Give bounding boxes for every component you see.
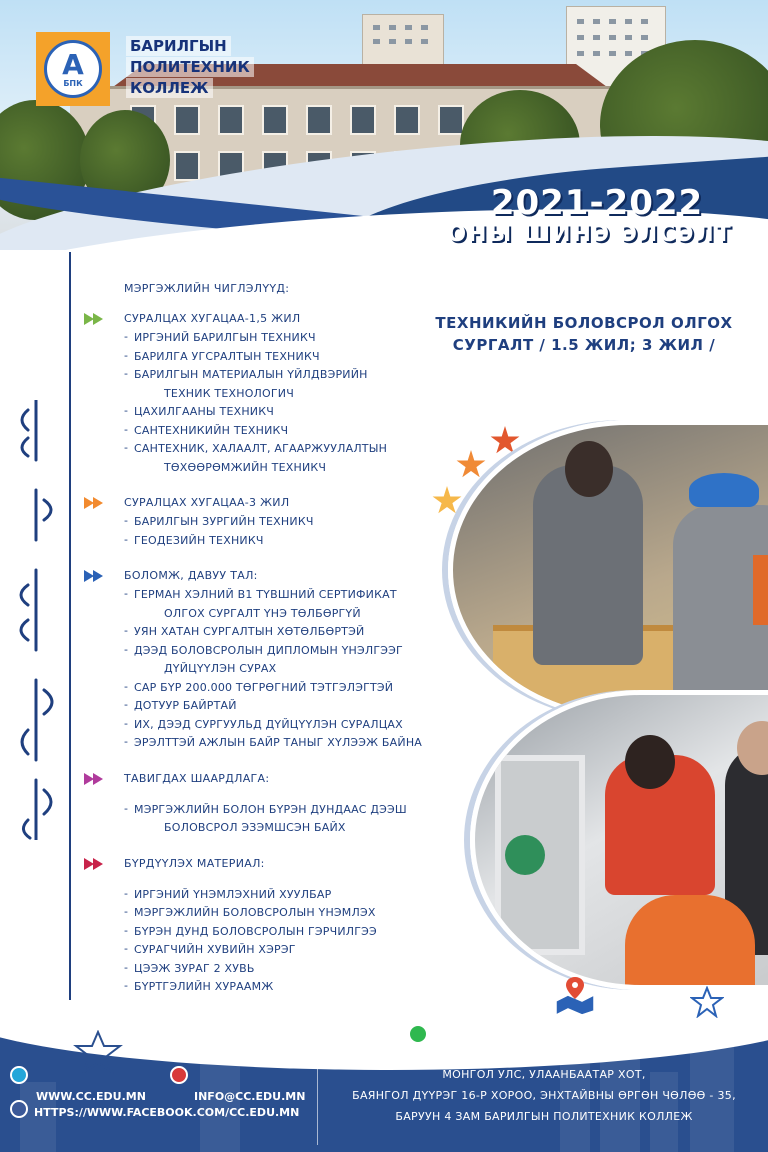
list-item: - ДЭЭД БОЛОВСРОЛЫН ДИПЛОМЫН ҮНЭЛГЭЭГ ДҮЙЦҮҮЛЭН СУРАХ: [84, 642, 474, 679]
map-location-icon: [552, 975, 598, 1015]
section-title: БҮРДҮҮЛЭХ МАТЕРИАЛ:: [84, 854, 474, 874]
section-heading: МЭРГЭЖЛИЙН ЧИГЛЭЛҮҮД:: [124, 282, 290, 295]
technical-training-title: ТЕХНИКИЙН БОЛОВСРОЛ ОЛГОХ СУРГАЛТ / 1.5 ЖИЛ; 3 ЖИЛ /: [435, 314, 733, 354]
address-line: МОНГОЛ УЛС, УЛААНБААТАР ХОТ,: [442, 1068, 646, 1081]
program-list: [84, 282, 474, 1013]
list-item: - ИРГЭНИЙ ҮНЭМЛЭХНИЙ ХУУЛБАР: [84, 886, 474, 905]
double-arrow-icon: [84, 570, 106, 582]
college-name-line: ПОЛИТЕХНИК: [126, 57, 254, 77]
address: [326, 1064, 762, 1127]
list-item: - САНТЕХНИКИЙН ТЕХНИКЧ: [84, 422, 474, 441]
college-name: [126, 36, 254, 99]
star-outline-icon: [690, 986, 724, 1018]
address-line: БАЯНГОЛ ДҮҮРЭГ 16-Р ХОРОО, ЭНХТАЙВНЫ ӨРГӨН ЧӨЛӨӨ - 35,: [352, 1089, 736, 1102]
list-item: - МЭРГЭЖЛИЙН БОЛОН БҮРЭН ДУНДААС ДЭЭШ БОЛОВСРОЛ ЭЗЭМШСЭН БАЙХ: [84, 801, 474, 838]
list-item: - ГЕРМАН ХЭЛНИЙ B1 ТҮВШНИЙ СЕРТИФИКАТ ОЛГОХ СУРГАЛТ ҮНЭ ТӨЛБӨРГҮЙ: [84, 586, 474, 623]
list-item: - ИРГЭНИЙ БАРИЛГЫН ТЕХНИКЧ: [84, 329, 474, 348]
students-bricklaying-photo: [448, 420, 768, 720]
college-name-line: КОЛЛЕЖ: [126, 78, 213, 98]
section-documents: [84, 854, 474, 997]
facebook-link[interactable]: HTTPS://WWW.FACEBOOK.COM/CC.EDU.MN: [34, 1106, 300, 1119]
list-item: - БАРИЛГА УГСРАЛТЫН ТЕХНИКЧ: [84, 348, 474, 367]
double-arrow-icon: [84, 858, 106, 870]
logo-emblem: [44, 40, 102, 98]
facebook-icon: [10, 1100, 28, 1118]
section-title: ТАВИГДАХ ШААРДЛАГА:: [84, 769, 474, 789]
admission-title: ОНЫ ШИНЭ ЭЛСЭЛТ: [447, 222, 733, 247]
list-item: - БҮРТГЭЛИЙН ХУРААМЖ: [84, 978, 474, 997]
list-item: - СУРАГЧИЙН ХУВИЙН ХЭРЭГ: [84, 941, 474, 960]
section-advantages: [84, 566, 474, 753]
logo-letter: A: [62, 47, 84, 81]
section-title: СУРАЛЦАХ ХУГАЦАА-3 ЖИЛ: [84, 493, 474, 513]
side-divider: [69, 252, 71, 1002]
list-item: - САНТЕХНИК, ХАЛААЛТ, АГААРЖУУЛАЛТЫН ТӨХӨӨРӨМЖИЙН ТЕХНИКЧ: [84, 440, 474, 477]
globe-icon: [10, 1066, 28, 1084]
email-link[interactable]: INFO@CC.EDU.MN: [194, 1090, 306, 1103]
students-plumbing-photo: [470, 690, 768, 990]
phone-text: 70001071: 70001072: [434, 1022, 684, 1046]
star-outline-icon: [72, 1030, 124, 1074]
college-name-line: БАРИЛГЫН: [126, 36, 231, 56]
section-title: БОЛОМЖ, ДАВУУ ТАЛ:: [84, 566, 474, 586]
list-item: - САР БҮР 200.000 ТӨГРӨГНИЙ ТЭТГЭЛЭГТЭЙ: [84, 679, 474, 698]
list-item: - БАРИЛГЫН ЗУРГИЙН ТЕХНИКЧ: [84, 513, 474, 532]
double-arrow-icon: [84, 313, 106, 325]
section-duration-3: [84, 493, 474, 550]
list-item: - БҮРЭН ДУНД БОЛОВСРОЛЫН ГЭРЧИЛГЭЭ: [84, 923, 474, 942]
list-item: - УЯН ХАТАН СУРГАЛТЫН ХӨТӨЛБӨРТЭЙ: [84, 623, 474, 642]
list-item: - ЦЭЭЖ ЗУРАГ 2 ХУВЬ: [84, 960, 474, 979]
list-item: - МЭРГЭЖЛИЙН БОЛОВСРОЛЫН ҮНЭМЛЭХ: [84, 904, 474, 923]
double-arrow-icon: [84, 497, 106, 509]
section-requirements: [84, 769, 474, 838]
double-arrow-icon: [84, 773, 106, 785]
list-item: - ГЕОДЕЗИЙН ТЕХНИКЧ: [84, 532, 474, 551]
logo-abbreviation: БПК: [63, 78, 83, 88]
list-item: - БАРИЛГЫН МАТЕРИАЛЫН ҮЙЛДВЭРИЙН ТЕХНИК ТЕХНОЛОГИЧ: [84, 366, 474, 403]
whatsapp-icon: [408, 1024, 428, 1044]
phone-number: [408, 1022, 684, 1046]
footer-divider: [317, 1050, 318, 1145]
list-item: - ДОТУУР БАЙРТАЙ: [84, 697, 474, 716]
college-logo: [36, 32, 110, 106]
address-line: БАРУУН 4 ЗАМ БАРИЛГЫН ПОЛИТЕХНИК КОЛЛЕЖ: [395, 1110, 693, 1123]
mongolian-script-calligraphy: [8, 400, 64, 840]
list-item: - ИХ, ДЭЭД СУРГУУЛЬД ДҮЙЦҮҮЛЭН СУРАЛЦАХ: [84, 716, 474, 735]
section-title: СУРАЛЦАХ ХУГАЦАА-1,5 ЖИЛ: [84, 309, 474, 329]
list-item: - ЭРЭЛТТЭЙ АЖЛЫН БАЙР ТАНЫГ ХҮЛЭЭЖ БАЙНА: [84, 734, 474, 753]
list-item: - ЦАХИЛГААНЫ ТЕХНИКЧ: [84, 403, 474, 422]
website-link[interactable]: WWW.CC.EDU.MN: [36, 1090, 146, 1103]
email-icon: [170, 1066, 188, 1084]
academic-year: 2021-2022: [490, 183, 704, 223]
